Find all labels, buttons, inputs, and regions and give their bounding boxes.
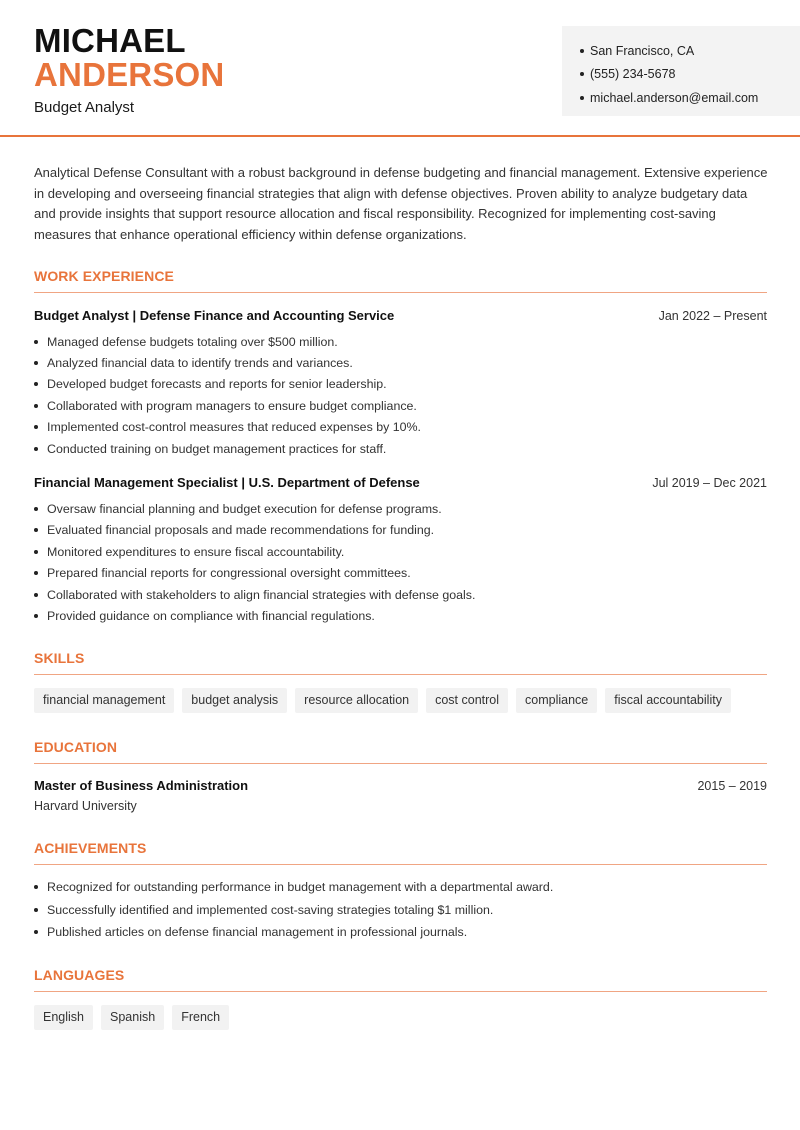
bullet-icon — [580, 96, 584, 100]
section-divider — [34, 763, 767, 764]
section-heading: WORK EXPERIENCE — [34, 268, 174, 284]
candidate-name — [34, 24, 224, 92]
list-item: Oversaw financial planning and budget execution for defense programs. — [34, 498, 767, 519]
list-item: Managed defense budgets totaling over $500 million. — [34, 331, 767, 352]
section-heading: EDUCATION — [34, 739, 118, 755]
contact-email: michael.anderson@email.com — [580, 86, 800, 110]
language-tag: Spanish — [101, 1005, 164, 1030]
list-item: Collaborated with program managers to ensure budget compliance. — [34, 395, 767, 416]
skill-tag: compliance — [516, 688, 597, 713]
bullet-icon — [34, 930, 38, 934]
section-divider — [34, 674, 767, 675]
section-divider — [34, 864, 767, 865]
bullet-icon — [34, 528, 38, 532]
bullet-icon — [34, 425, 38, 429]
bullet-icon — [34, 571, 38, 575]
job-entry — [34, 475, 767, 626]
section-heading: LANGUAGES — [34, 967, 125, 983]
list-item: Recognized for outstanding performance in budget management with a departmental award. — [34, 876, 767, 898]
language-tag: French — [172, 1005, 229, 1030]
skill-tag: financial management — [34, 688, 174, 713]
bullet-icon — [580, 49, 584, 53]
job-title: Budget Analyst — [34, 99, 135, 116]
skill-tag: budget analysis — [182, 688, 287, 713]
skills-section — [34, 650, 767, 713]
skill-tag: fiscal accountability — [605, 688, 731, 713]
education-section — [34, 739, 767, 813]
last-name: ANDERSON — [34, 56, 225, 93]
degree-title: Master of Business Administration — [34, 778, 249, 793]
job-entry-date: Jul 2019 – Dec 2021 — [652, 476, 767, 491]
first-name: MICHAEL — [34, 22, 186, 59]
job-entry-date: Jan 2022 – Present — [658, 309, 767, 323]
achievements-section — [34, 840, 767, 943]
bullet-icon — [34, 447, 38, 451]
bullet-icon — [34, 908, 38, 912]
bullet-icon — [34, 340, 38, 344]
job-entry — [34, 308, 767, 459]
school-name: Harvard University — [34, 799, 137, 813]
section-divider — [34, 991, 767, 992]
bullet-icon — [34, 885, 38, 889]
list-item: Analyzed financial data to identify trends and variances. — [34, 352, 767, 373]
bullet-icon — [34, 550, 38, 554]
list-item: Conducted training on budget management practices for staff. — [34, 438, 767, 459]
list-item: Provided guidance on compliance with financial regulations. — [34, 605, 767, 626]
bullet-icon — [34, 382, 38, 386]
summary-paragraph: Analytical Defense Consultant with a robust background in defense budgeting and financial management. Extensive experience in developing and overseeing financial strategies that align with defense objectives. Proven ability to analyze budgetary data and provide insights that support resource allocation and fiscal responsibility. Recognized for implementing cost-saving measures that enhance operational efficiency within defense organizations. — [34, 165, 768, 242]
language-tag: English — [34, 1005, 93, 1030]
list-item: Published articles on defense financial management in professional journals. — [34, 921, 767, 943]
list-item: Monitored expenditures to ensure fiscal accountability. — [34, 541, 767, 562]
bullet-icon — [580, 72, 584, 76]
resume-header — [0, 0, 800, 137]
skill-tag: resource allocation — [295, 688, 418, 713]
bullet-icon — [34, 593, 38, 597]
section-divider — [34, 292, 767, 293]
list-item: Successfully identified and implemented cost-saving strategies totaling $1 million. — [34, 898, 767, 920]
contact-box — [562, 26, 800, 116]
job-entry-title: Financial Management Specialist | U.S. Department of Defense — [34, 475, 420, 491]
list-item: Developed budget forecasts and reports for senior leadership. — [34, 374, 767, 395]
bullet-icon — [34, 361, 38, 365]
education-date: 2015 – 2019 — [697, 779, 767, 793]
languages-section — [34, 967, 767, 1030]
job-entry-title: Budget Analyst | Defense Finance and Accounting Service — [34, 308, 395, 323]
list-item: Implemented cost-control measures that reduced expenses by 10%. — [34, 417, 767, 438]
contact-location: San Francisco, CA — [580, 39, 800, 63]
list-item: Collaborated with stakeholders to align financial strategies with defense goals. — [34, 584, 767, 605]
section-heading: SKILLS — [34, 650, 85, 666]
list-item: Prepared financial reports for congressional oversight committees. — [34, 563, 767, 584]
bullet-icon — [34, 404, 38, 408]
bullet-icon — [34, 507, 38, 511]
bullet-icon — [34, 614, 38, 618]
contact-phone: (555) 234-5678 — [580, 63, 800, 87]
skill-tag: cost control — [426, 688, 508, 713]
list-item: Evaluated financial proposals and made recommendations for funding. — [34, 520, 767, 541]
work-experience-section — [34, 268, 767, 627]
section-heading: ACHIEVEMENTS — [34, 840, 147, 856]
